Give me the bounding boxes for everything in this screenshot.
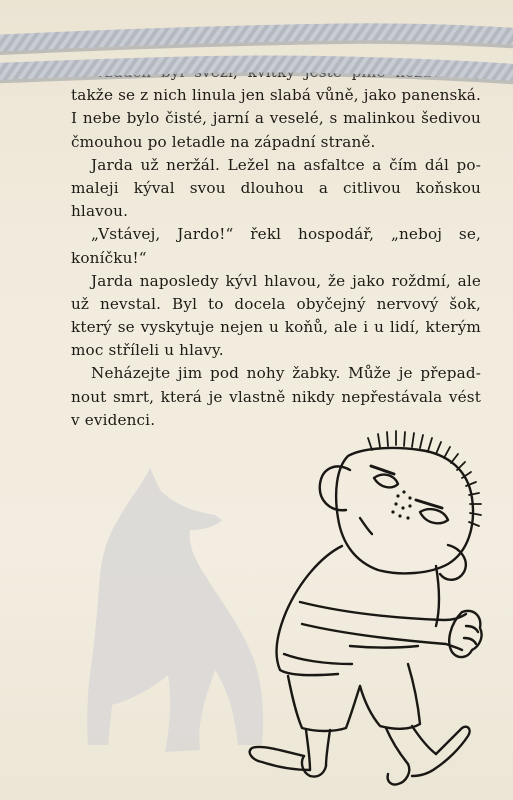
- text-line: „Vstávej, Jardo!“ řekl hospodář, „neboj se,: [91, 225, 481, 244]
- text-line: nout smrt, která je vlastně nikdy nepřestávala vést: [71, 387, 481, 406]
- text-line: I nebe bylo čisté, jarní a veselé, s malinkou šedivou: [71, 109, 481, 128]
- text-line: Jarda naposledy kývl hlavou, že jako roždmí, ale: [91, 271, 481, 290]
- text-line: … vzduch byl svěží, kvítky ještě plně nezavřené,: [71, 63, 481, 81]
- paragraph-1: [71, 61, 481, 154]
- text-line: takže se z nich linula jen slabá vůně, jako panenská.: [71, 86, 481, 105]
- text-line: moc stříleli u hlavy.: [71, 341, 224, 360]
- paragraph-3: [71, 223, 481, 269]
- text-line: hlavou.: [71, 202, 129, 221]
- text-line: koníčku!“: [71, 248, 147, 267]
- paragraph-4: [71, 270, 481, 363]
- paragraph-2: [71, 154, 481, 224]
- text-line: čmouhou po letadle na západní straně.: [71, 132, 376, 151]
- text-line: Jarda už neržál. Ležel na asfaltce a čím dál po-: [91, 155, 481, 174]
- text-line: maleji kýval svou dlouhou a citlivou koňskou: [71, 178, 481, 197]
- paragraph-5: [71, 362, 481, 432]
- text-line: v evidenci.: [71, 410, 156, 429]
- text-line: který se vyskytuje nejen u koňů, ale i u lidí, kterým: [71, 318, 481, 337]
- text-line: už nevstal. Byl to docela obyčejný nervový šok,: [71, 294, 481, 313]
- ghost-dog-illustration: [87, 468, 263, 752]
- boy-drawing-illustration: [250, 431, 482, 785]
- text-line: Neházejte jim pod nohy žabky. Může je přepad-: [91, 364, 481, 383]
- body-text: [71, 61, 481, 432]
